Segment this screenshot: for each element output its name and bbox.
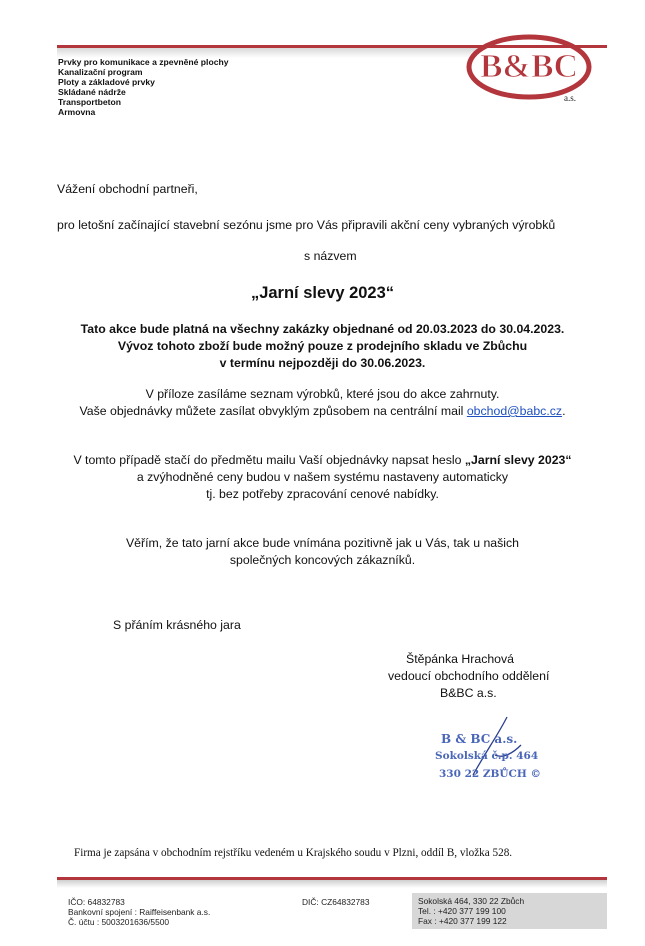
stamp-line-2: Sokolská č.p. 464 <box>435 750 539 762</box>
logo-text: B&BC <box>479 48 579 85</box>
validity-line-3: v termínu nejpozději do 30.06.2023. <box>219 356 426 370</box>
footer-phone: Tel. : +420 377 199 100 <box>418 906 506 916</box>
validity-line-2: Vývoz tohoto zboží bude možný pouze z prodejního skladu ve Zbůchu <box>117 339 528 353</box>
attachment-line-2 <box>0 403 645 419</box>
footer-bank: Bankovní spojení : Raiffeisenbank a.s. <box>68 907 211 917</box>
named-text: s názvem <box>304 249 357 263</box>
footer-dic: DIČ: CZ64832783 <box>302 897 370 907</box>
attachment-line-1: V příloze zasíláme seznam výrobků, které jsou do akce zahrnuty. <box>145 387 500 401</box>
code-line-3: tj. bez potřeby zpracování cenové nabídky. <box>206 487 439 501</box>
belief-line-1: Věřím, že tato jarní akce bude vnímána pozitivně jak u Vás, tak u našich <box>125 536 520 550</box>
product-item: Ploty a základové prvky <box>58 76 155 87</box>
product-item: Kanalizační program <box>58 66 143 77</box>
belief-line-2: společných koncových zákazníků. <box>229 553 416 567</box>
code-line-1 <box>0 452 645 468</box>
product-list <box>58 58 229 117</box>
registry-note: Firma je zapsána v obchodním rejstříku vedeném u Krajského soudu v Plzni, oddíl B, vložka 528. <box>74 847 513 859</box>
footer-fax: Fax : +420 377 199 122 <box>418 916 507 926</box>
footer-ico: IČO: 64832783 <box>68 897 125 907</box>
product-item: Skládané nádrže <box>58 86 126 97</box>
salutation: Vážení obchodní partneři, <box>57 182 198 196</box>
email-link[interactable]: obchod@babc.cz <box>466 404 563 418</box>
signer-name: Štěpánka Hrachová <box>406 652 515 666</box>
closing: S přáním krásného jara <box>113 618 241 632</box>
product-item: Prvky pro komunikace a zpevněné plochy <box>58 57 229 67</box>
company-logo <box>466 30 594 110</box>
signer-role: vedoucí obchodního oddělení <box>388 669 550 683</box>
company-stamp <box>425 715 555 790</box>
intro-text: pro letošní začínající stavební sezónu jsme pro Vás připravili akční ceny vybraných výrobků <box>57 218 556 232</box>
code-text: V tomto případě stačí do předmětu mailu Vaší objednávky napsat heslo <box>73 453 462 467</box>
product-item: Armovna <box>58 106 96 117</box>
code-keyword: „Jarní slevy 2023“ <box>464 453 572 467</box>
logo-suffix: a.s. <box>564 93 576 103</box>
stamp-line-1: B & BC a.s. <box>441 732 518 746</box>
footer-shade <box>57 880 607 888</box>
footer-address: Sokolská 464, 330 22 Zbůch <box>418 896 525 906</box>
footer-account: Č. účtu : 5003201636/5500 <box>68 917 170 927</box>
validity-line-1: Tato akce bude platná na všechny zakázky objednané od 20.03.2023 do 30.04.2023. <box>80 322 565 336</box>
code-line-2: a zvýhodněné ceny budou v našem systému nastaveny automaticky <box>136 470 509 484</box>
signer-company: B&BC a.s. <box>440 686 497 700</box>
attachment-period: . <box>562 404 566 418</box>
attachment-text: Vaše objednávky můžete zasílat obvyklým způsobem na centrální mail <box>79 404 464 418</box>
product-item: Transportbeton <box>58 96 122 107</box>
stamp-line-3: 330 22 ZBŮCH © <box>439 768 541 780</box>
campaign-title: „Jarní slevy 2023“ <box>250 284 395 302</box>
